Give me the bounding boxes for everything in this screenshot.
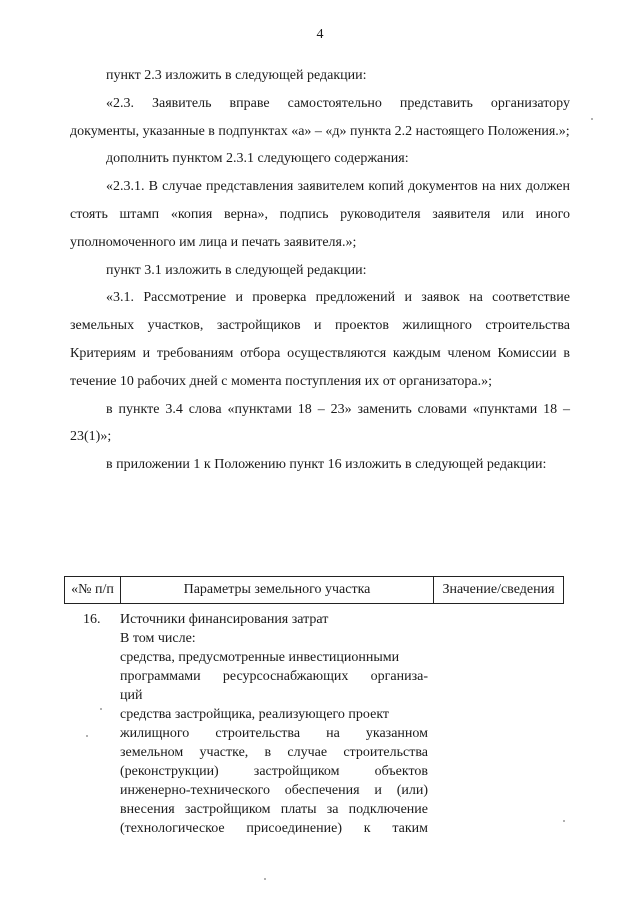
paragraph-annex-1: в приложении 1 к Положению пункт 16 изложить в следующей редакции: [106,457,547,473]
table-header-number: «№ п/п [65,577,121,603]
scan-speck [591,118,593,120]
table-row-line: внесения застройщиком платы за подключение [120,802,428,817]
table-row-line: программами ресурсоснабжающих организа- [120,669,428,684]
paragraph-amend-2-3: пункт 2.3 изложить в следующей редакции: [106,68,367,83]
scan-speck [563,820,565,822]
table-row-line: средства, предусмотренные инвестиционными [120,650,400,665]
paragraph-amend-3-4: в пункте 3.4 слова «пунктами 18 – 23» заменить словами «пунктами 18 – 23(1)»; [70,401,570,445]
table-row-line: ций [120,688,143,703]
table-row-line: (реконструкции) застройщиком объектов [120,764,428,779]
paragraph-quote-3-1: «3.1. Рассмотрение и проверка предложений и заявок на соответствие земельных участков, застройщиков и проектов жилищного строительства Критериям и требованиям отбора осуществляются каждым членом Комиссии в течение 10 рабочих дней с момента поступления их от организатора.»; [70,290,570,389]
table-header-value: Значение/сведения [442,582,555,597]
document-body [70,62,570,479]
table-row-line: (технологическое присоединение) к таким [120,821,428,836]
paragraph-add-2-3-1: дополнить пунктом 2.3.1 следующего содержания: [106,151,409,167]
table-header-parameters: Параметры земельного участка [121,577,434,603]
table-row-line: Источники финансирования затрат [120,612,329,627]
page-number: 4 [316,27,324,42]
table-row-parameter-text [120,610,428,838]
table-row-line: земельном участке, в случае строительства [120,745,428,760]
scan-speck [264,878,266,880]
paragraph-quote-2-3: «2.3. Заявитель вправе самостоятельно представить организатору документы, указанные в подпунктах «а» – «д» пункта 2.2 настоящего Положения.»; [70,95,570,139]
scan-speck [86,735,88,737]
table-header-row [64,576,564,604]
scan-speck [100,708,102,710]
table-row-line: жилищного строительства на указанном [120,726,428,741]
paragraph-quote-2-3-1: «2.3.1. В случае представления заявителем копий документов на них должен стоять штамп «копия верна», подпись руководителя заявителя или иного уполномоченного им лица и печать заявителя.»; [70,179,570,250]
table-row-number: 16. [83,612,101,627]
paragraph-amend-3-1: пункт 3.1 изложить в следующей редакции: [106,262,367,278]
table-row-line: В том числе: [120,631,196,646]
table-row-line: средства застройщика, реализующего проект [120,707,390,722]
table-row-line: инженерно-технического обеспечения и (или) [120,783,428,798]
